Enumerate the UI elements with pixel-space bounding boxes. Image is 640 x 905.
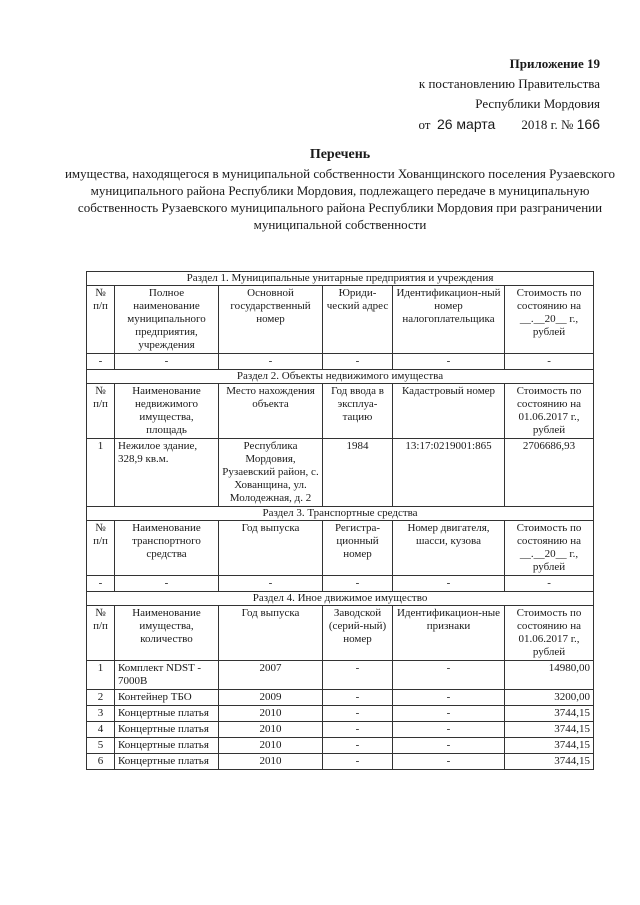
column-header: Регистра-ционный номер: [323, 521, 393, 576]
table-cell: -: [323, 576, 393, 592]
table-cell: 6: [87, 754, 115, 770]
table-row: [87, 690, 594, 706]
table-cell: Концертные платья: [115, 722, 219, 738]
section-title: Раздел 4. Иное движимое имущество: [87, 592, 594, 606]
table-cell: -: [505, 576, 594, 592]
table-cell: 2706686,93: [505, 439, 594, 507]
table-row: [87, 738, 594, 754]
table-cell: 3744,15: [505, 738, 594, 754]
column-header: Номер двигателя, шасси, кузова: [393, 521, 505, 576]
table-cell: 2010: [219, 754, 323, 770]
column-header: Место нахождения объекта: [219, 384, 323, 439]
column-header: № п/п: [87, 286, 115, 354]
table-cell: -: [393, 754, 505, 770]
table-cell: -: [393, 706, 505, 722]
table-header-row: [87, 606, 594, 661]
section-title-row: [87, 507, 594, 521]
column-header: Наименование недвижимого имущества, площадь: [115, 384, 219, 439]
column-header: Стоимость по состоянию на __.__20__ г., рублей: [505, 286, 594, 354]
table-cell: -: [393, 576, 505, 592]
section-title-row: [87, 592, 594, 606]
table-cell: -: [393, 354, 505, 370]
table-cell: -: [219, 576, 323, 592]
table-cell: 3744,15: [505, 706, 594, 722]
table-cell: -: [505, 354, 594, 370]
table-cell: -: [323, 722, 393, 738]
column-header: Юриди-ческий адрес: [323, 286, 393, 354]
table-cell: Республика Мордовия, Рузаевский район, с. Хованщина, ул. Молодежная, д. 2: [219, 439, 323, 507]
column-header: Кадастровый номер: [393, 384, 505, 439]
column-header: Полное наименование муниципального предприятия, учреждения: [115, 286, 219, 354]
table-cell: 3744,15: [505, 754, 594, 770]
appendix-line-1: к постановлению Правительства: [418, 76, 600, 91]
table-cell: 1984: [323, 439, 393, 507]
table-cell: -: [393, 661, 505, 690]
property-table: [86, 271, 594, 770]
table-cell: -: [219, 354, 323, 370]
column-header: Стоимость по состоянию на __.__20__ г., рублей: [505, 521, 594, 576]
table-cell: Концертные платья: [115, 738, 219, 754]
table-cell: 2010: [219, 722, 323, 738]
table-cell: 2: [87, 690, 115, 706]
table-cell: 2010: [219, 706, 323, 722]
table-cell: -: [323, 661, 393, 690]
column-header: Идентификацион-ные признаки: [393, 606, 505, 661]
column-header: Идентификацион-ный номер налогоплательщика: [393, 286, 505, 354]
table-cell: -: [115, 354, 219, 370]
table-cell: -: [323, 754, 393, 770]
table-cell: -: [115, 576, 219, 592]
section-title: Раздел 3. Транспортные средства: [87, 507, 594, 521]
appendix-date-line: [340, 114, 600, 135]
date-year: 2018 г. №: [521, 117, 574, 132]
document-title-block: [60, 146, 620, 233]
column-header: Год выпуска: [219, 606, 323, 661]
table-cell: -: [87, 576, 115, 592]
section-title: Раздел 2. Объекты недвижимого имущества: [87, 370, 594, 384]
date-prefix: от: [418, 117, 431, 132]
date-day-month: 26 марта: [436, 116, 496, 132]
table-row: [87, 576, 594, 592]
table-cell: 5: [87, 738, 115, 754]
table-cell: 3744,15: [505, 722, 594, 738]
table-cell: Концертные платья: [115, 754, 219, 770]
table-cell: 3: [87, 706, 115, 722]
section-title-row: [87, 370, 594, 384]
table-row: [87, 661, 594, 690]
column-header: № п/п: [87, 521, 115, 576]
table-cell: -: [393, 722, 505, 738]
document-subtitle: имущества, находящегося в муниципальной собственности Хованщинского поселения Рузаевского муниципального района Республики Мордовия, подлежащего передаче в муниципальную собственность Рузаевского муниципального района Республики Мордовия при разграничении муниципальной собственности: [64, 166, 616, 232]
table-header-row: [87, 521, 594, 576]
column-header: Стоимость по состоянию на 01.06.2017 г., рублей: [505, 384, 594, 439]
table-cell: 4: [87, 722, 115, 738]
column-header: Стоимость по состоянию на 01.06.2017 г., рублей: [505, 606, 594, 661]
column-header: Наименование транспортного средства: [115, 521, 219, 576]
column-header: Год выпуска: [219, 521, 323, 576]
table-row: [87, 722, 594, 738]
appendix-line-2: Республики Мордовия: [475, 96, 600, 111]
table-cell: -: [393, 690, 505, 706]
table-row: [87, 439, 594, 507]
column-header: Заводской (серий-ный) номер: [323, 606, 393, 661]
table-row: [87, 754, 594, 770]
table-cell: 2007: [219, 661, 323, 690]
table-cell: Комплект NDST - 7000B: [115, 661, 219, 690]
column-header: Наименование имущества, количество: [115, 606, 219, 661]
column-header: Основной государственный номер: [219, 286, 323, 354]
table-row: [87, 354, 594, 370]
section-title-row: [87, 272, 594, 286]
table-cell: -: [323, 690, 393, 706]
table-cell: 1: [87, 439, 115, 507]
table-cell: 3200,00: [505, 690, 594, 706]
document-heading: Перечень: [309, 147, 371, 162]
table-cell: 2009: [219, 690, 323, 706]
column-header: Год ввода в эксплуа-тацию: [323, 384, 393, 439]
table-cell: -: [323, 706, 393, 722]
table-cell: Нежилое здание, 328,9 кв.м.: [115, 439, 219, 507]
table-row: [87, 706, 594, 722]
resolution-number: 166: [576, 116, 600, 132]
table-cell: Концертные платья: [115, 706, 219, 722]
appendix-header: [340, 54, 600, 135]
table-header-row: [87, 286, 594, 354]
table-header-row: [87, 384, 594, 439]
table-cell: 14980,00: [505, 661, 594, 690]
table-cell: -: [323, 354, 393, 370]
table-cell: -: [323, 738, 393, 754]
table-cell: -: [87, 354, 115, 370]
table-cell: 1: [87, 661, 115, 690]
table-cell: 2010: [219, 738, 323, 754]
table-cell: 13:17:0219001:865: [393, 439, 505, 507]
table-cell: Контейнер ТБО: [115, 690, 219, 706]
section-title: Раздел 1. Муниципальные унитарные предприятия и учреждения: [87, 272, 594, 286]
column-header: № п/п: [87, 606, 115, 661]
table-cell: -: [393, 738, 505, 754]
column-header: № п/п: [87, 384, 115, 439]
appendix-title: Приложение 19: [509, 56, 600, 71]
